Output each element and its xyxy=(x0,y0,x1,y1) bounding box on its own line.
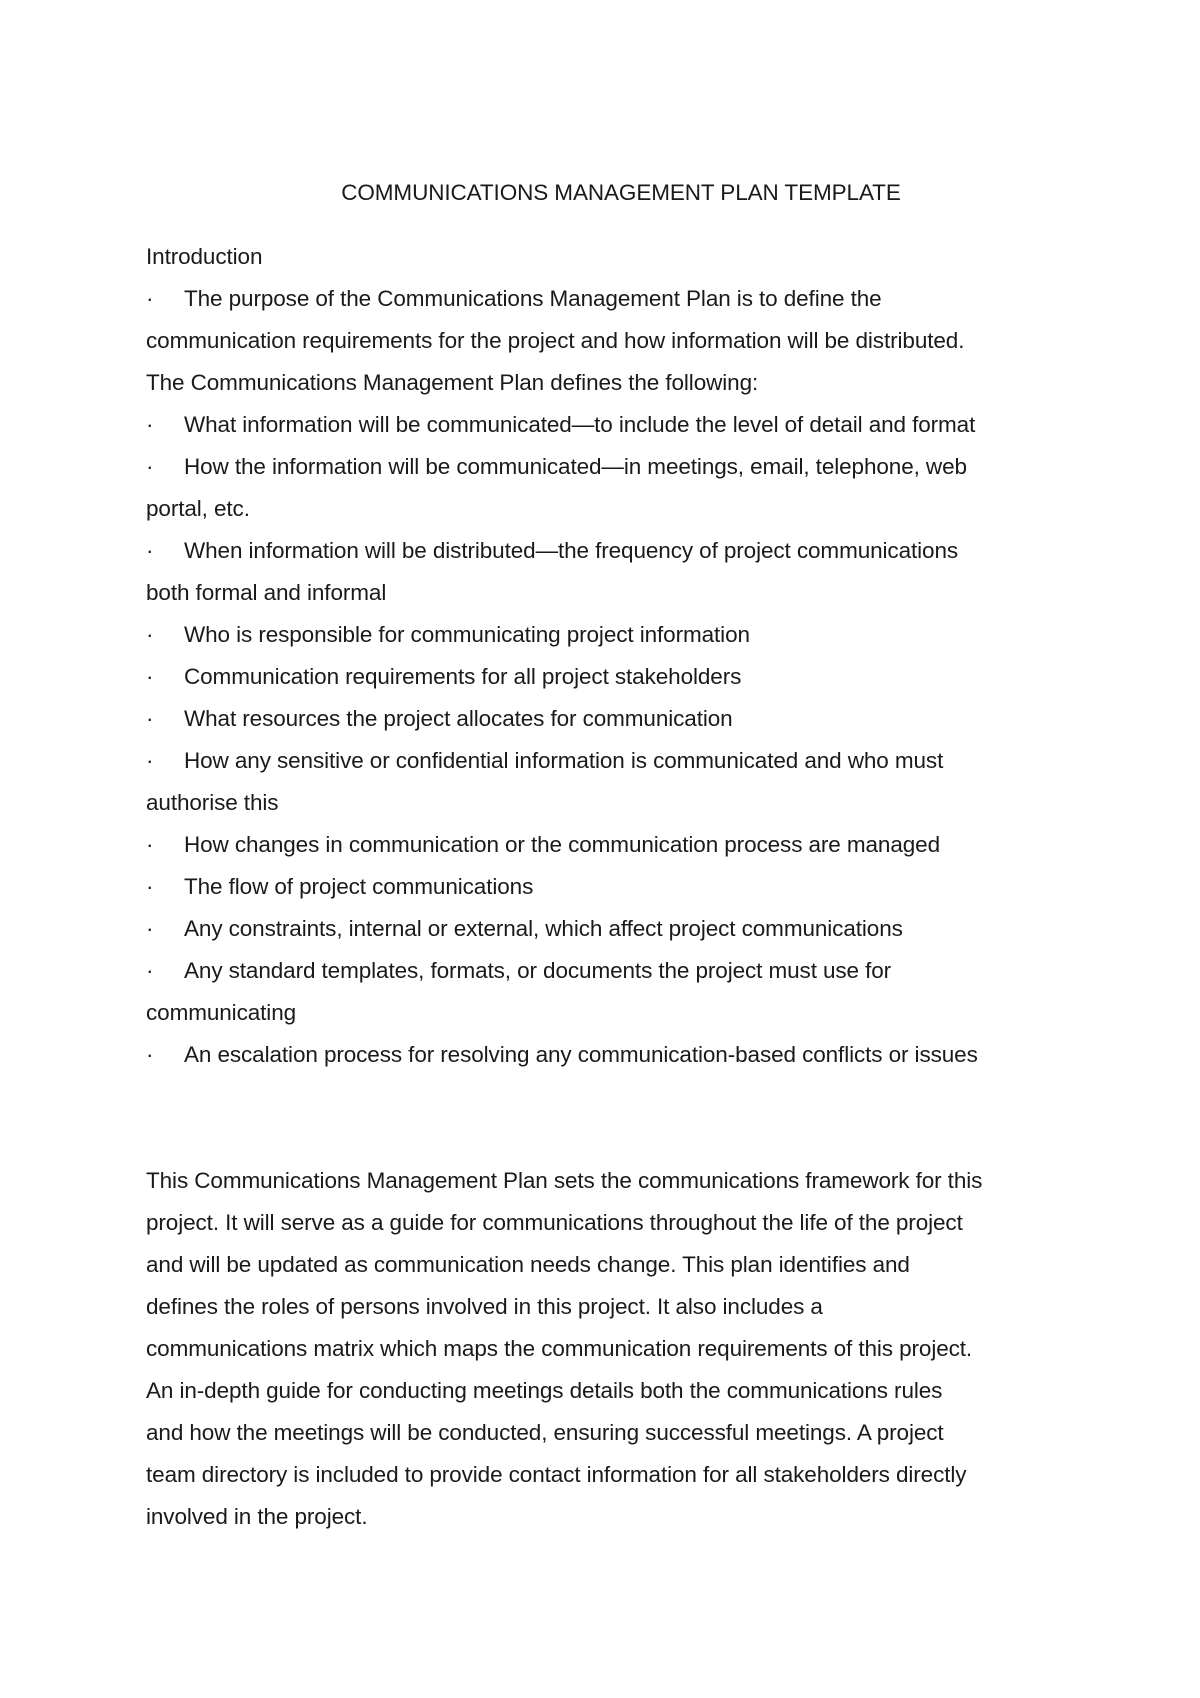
intro-line: The Communications Management Plan defines the following: xyxy=(146,370,759,395)
document-body xyxy=(146,172,1066,1538)
bullet-symbol: · xyxy=(146,874,154,899)
bullet-symbol: · xyxy=(146,412,154,437)
list-item xyxy=(146,824,1066,866)
list-item-text: The flow of project communications xyxy=(184,874,534,899)
list-item xyxy=(146,614,1066,656)
bullet-symbol: · xyxy=(146,706,154,731)
summary-line: involved in the project. xyxy=(146,1504,368,1529)
list-item-text: An escalation process for resolving any communication-based conflicts or issues xyxy=(184,1042,978,1067)
bullet-symbol: · xyxy=(146,1042,154,1067)
bullet-symbol: · xyxy=(146,286,154,311)
list-item-text: How the information will be communicated—in meetings, email, telephone, web xyxy=(184,454,967,479)
list-item xyxy=(146,656,1066,698)
list-item xyxy=(146,530,1066,572)
intro-line xyxy=(146,278,1066,320)
summary-line: communications matrix which maps the communication requirements of this project. xyxy=(146,1336,973,1361)
list-item-continuation: authorise this xyxy=(146,790,279,815)
list-item xyxy=(146,908,1066,950)
summary-line: An in-depth guide for conducting meetings details both the communications rules xyxy=(146,1378,943,1403)
list-item-continuation: both formal and informal xyxy=(146,580,387,605)
list-item-text: What information will be communicated—to include the level of detail and format xyxy=(184,412,976,437)
list-item xyxy=(146,1034,1066,1076)
paragraph-gap xyxy=(146,1076,1066,1160)
bullet-symbol: · xyxy=(146,748,154,773)
list-item-text: Any standard templates, formats, or documents the project must use for xyxy=(184,958,892,983)
list-item xyxy=(146,446,1066,488)
summary-line: team directory is included to provide contact information for all stakeholders directly xyxy=(146,1462,967,1487)
bullet-symbol: · xyxy=(146,664,154,689)
intro-line: communication requirements for the project and how information will be distributed. xyxy=(146,328,965,353)
list-item xyxy=(146,404,1066,446)
list-item xyxy=(146,740,1066,782)
summary-line: This Communications Management Plan sets the communications framework for this xyxy=(146,1168,983,1193)
section-heading: Introduction xyxy=(146,244,263,269)
list-item-text: Any constraints, internal or external, which affect project communications xyxy=(184,916,903,941)
summary-line: project. It will serve as a guide for communications throughout the life of the project xyxy=(146,1210,963,1235)
summary-line: and will be updated as communication needs change. This plan identifies and xyxy=(146,1252,910,1277)
list-item-continuation: portal, etc. xyxy=(146,496,250,521)
page-title: COMMUNICATIONS MANAGEMENT PLAN TEMPLATE xyxy=(341,180,901,205)
list-item xyxy=(146,950,1066,992)
summary-paragraph xyxy=(146,1160,1066,1538)
bullet-symbol: · xyxy=(146,538,154,563)
list-item xyxy=(146,866,1066,908)
list-item-text: When information will be distributed—the frequency of project communications xyxy=(184,538,959,563)
bullet-symbol: · xyxy=(146,454,154,479)
list-item-text: How changes in communication or the communication process are managed xyxy=(184,832,940,857)
bullet-symbol: · xyxy=(146,916,154,941)
bullet-symbol: · xyxy=(146,958,154,983)
list-item-text: Communication requirements for all project stakeholders xyxy=(184,664,742,689)
intro-line-text: The purpose of the Communications Management Plan is to define the xyxy=(184,286,882,311)
bullet-symbol: · xyxy=(146,832,154,857)
summary-line: and how the meetings will be conducted, ensuring successful meetings. A project xyxy=(146,1420,944,1445)
summary-line: defines the roles of persons involved in this project. It also includes a xyxy=(146,1294,823,1319)
list-item-text: How any sensitive or confidential information is communicated and who must xyxy=(184,748,944,773)
list-item-text: Who is responsible for communicating project information xyxy=(184,622,750,647)
list-item-continuation: communicating xyxy=(146,1000,297,1025)
bullet-list xyxy=(146,404,1066,1076)
bullet-symbol: · xyxy=(146,622,154,647)
list-item xyxy=(146,698,1066,740)
list-item-text: What resources the project allocates for communication xyxy=(184,706,733,731)
